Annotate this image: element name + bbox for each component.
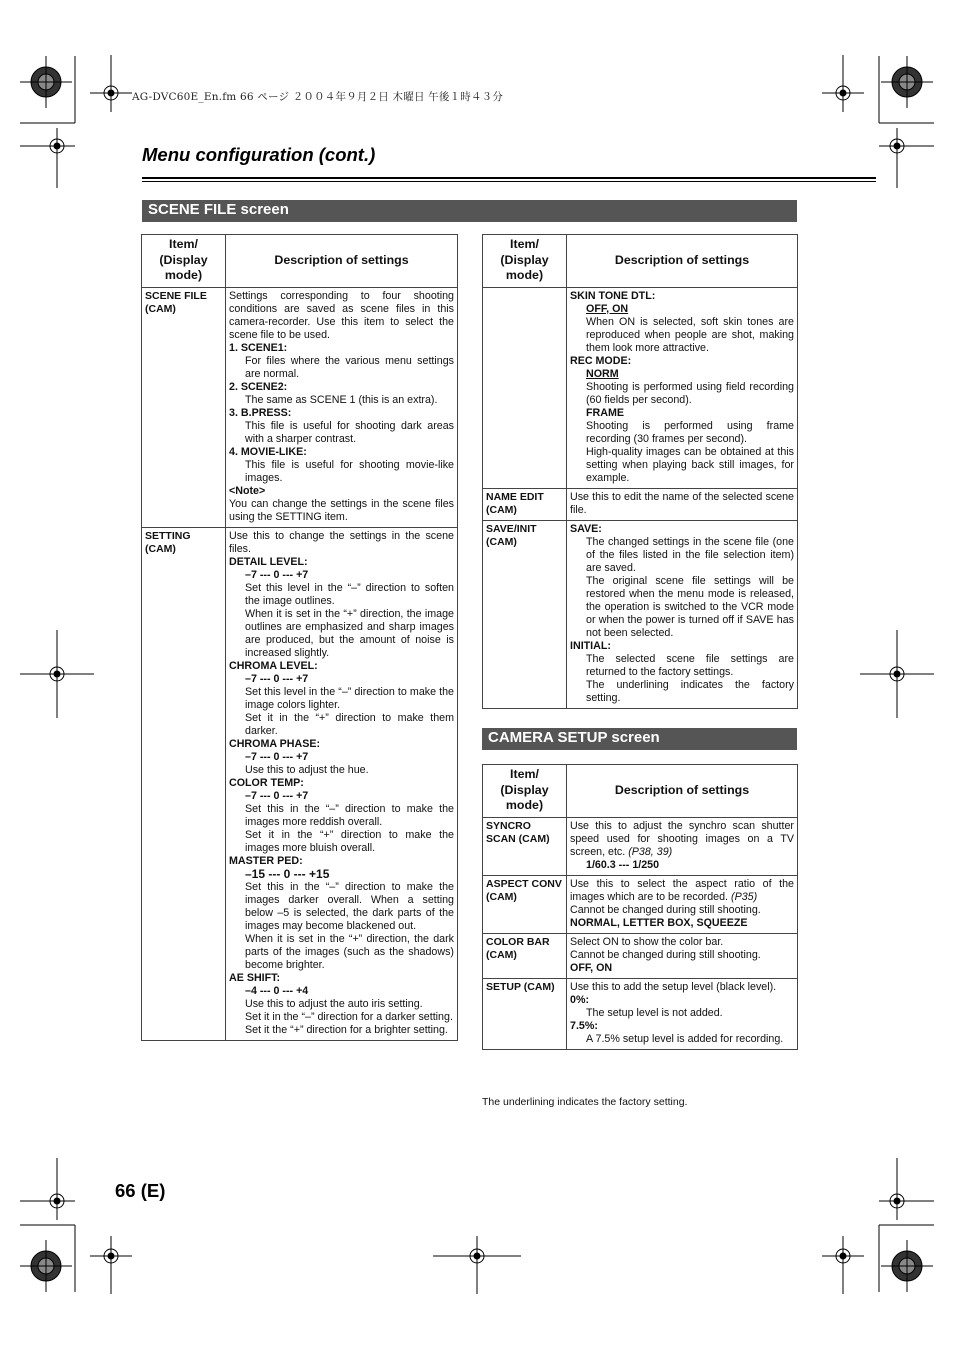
setting-description: Set this in the “–” direction to make the images darker overall. When a setting below –5 is selected, the dark parts of the images may become blackened out. [245, 880, 454, 932]
description-text: Select ON to show the color bar. [570, 935, 724, 948]
table-row [483, 488, 798, 520]
description-text: Use this to change the settings in the scene files. [229, 529, 454, 555]
setting-label: CHROMA PHASE: [229, 737, 321, 750]
setting-label: DETAIL LEVEL: [229, 555, 308, 568]
note-label: <Note> [229, 484, 266, 497]
table-row [483, 520, 798, 708]
setting-option: 7.5%: [570, 1019, 598, 1032]
setting-description: High-quality images can be obtained at this setting when playing back still images, for example. [586, 445, 794, 484]
item-setup: SETUP (CAM) [483, 978, 567, 1049]
item-empty [483, 287, 567, 488]
item-save-init: SAVE/INIT (CAM) [483, 520, 567, 708]
setting-range: –4 --- 0 --- +4 [245, 984, 309, 997]
table-row [483, 287, 798, 488]
setting-options: OFF, ON [570, 961, 613, 974]
registration-sunburst-icon [20, 56, 72, 108]
setting-description: The original scene file settings will be restored when the menu mode is released, the operation is switched to the VCR mode or when the power is turned off if SAVE has not been selected. [586, 574, 794, 639]
setting-description: Set it in the “–” direction for a darker setting. [245, 1010, 453, 1023]
crosshair-icon [879, 128, 934, 188]
setting-description: Set this level in the “–” direction to soften the image outlines. [245, 581, 454, 607]
setting-option [570, 368, 794, 381]
setting-range: –7 --- 0 --- +7 [245, 672, 309, 685]
setting-description: The selected scene file settings are returned to the factory settings. [586, 652, 794, 678]
setting-description: When it is set in the “+” direction, the image outlines are emphasized and sharp images are produced, but the amount of noise is increased slightly. [245, 607, 454, 659]
option-label: 2. SCENE2: [229, 380, 288, 393]
setting-option: 0%: [570, 993, 590, 1006]
description-text: Use this to adjust the synchro scan shutter speed used for shooting images on a TV screen, etc. [570, 819, 794, 858]
setting-label: SKIN TONE DTL: [570, 289, 656, 302]
description-cell [567, 287, 798, 488]
description-cell [567, 817, 798, 875]
setting-label: SAVE: [570, 522, 602, 535]
description-text: Cannot be changed during still shooting. [570, 903, 761, 916]
default-option: NORM [586, 367, 619, 380]
description-cell [567, 520, 798, 708]
table-row [142, 527, 458, 1040]
setting-options [570, 303, 794, 316]
setting-label: REC MODE: [570, 354, 632, 367]
setting-description: Set this in the “–” direction to make the images more reddish overall. [245, 802, 454, 828]
scene-file-table [141, 234, 458, 1041]
description-cell [226, 287, 458, 527]
setting-label: MASTER PED: [229, 854, 303, 867]
option-label: 3. B.PRESS: [229, 406, 292, 419]
option-description: This file is useful for shooting movie-like images. [245, 458, 454, 484]
crosshair-icon [20, 630, 94, 718]
setting-description: Use this to adjust the hue. [245, 763, 369, 776]
setting-range: –15 --- 0 --- +15 [245, 866, 330, 881]
table-row [483, 978, 798, 1049]
option-label: 1. SCENE1: [229, 341, 288, 354]
description-text: Settings corresponding to four shooting conditions are saved as scene files in this camera-recorder. Use this item to select the scene file to be used. [229, 289, 454, 341]
camera-setup-table [482, 764, 798, 1050]
col-header-item: Item/ (Display mode) [483, 235, 567, 288]
item-syncro-scan: SYNCRO SCAN (CAM) [483, 817, 567, 875]
option-description: For files where the various menu settings are normal. [245, 354, 454, 380]
registration-sunburst-icon [881, 1240, 933, 1292]
table-row [142, 287, 458, 527]
title-rule [142, 181, 876, 182]
setting-description: A 7.5% setup level is added for recording. [586, 1032, 784, 1045]
setting-range: –7 --- 0 --- +7 [245, 750, 309, 763]
note-text: You can change the settings in the scene files using the SETTING item. [229, 497, 454, 523]
scene-file-table-continued [482, 234, 798, 709]
setting-description: The setup level is not added. [586, 1006, 723, 1019]
item-name-edit: NAME EDIT (CAM) [483, 488, 567, 520]
page-reference: (P35) [731, 890, 758, 903]
crosshair-icon [822, 1236, 864, 1294]
crosshair-icon [90, 55, 132, 112]
description-cell [567, 933, 798, 978]
setting-description: Set it in the “+” direction to make the images more bluish overall. [245, 828, 454, 854]
setting-range: –7 --- 0 --- +7 [245, 568, 309, 581]
page-number: 66 (E) [115, 1180, 166, 1201]
table-row [483, 933, 798, 978]
table-row [483, 875, 798, 933]
setting-description: When ON is selected, soft skin tones are reproduced when people are shot, making them look more attractive. [586, 315, 794, 354]
option-description: This file is useful for shooting dark areas with a sharper contrast. [245, 419, 454, 445]
setting-label: COLOR TEMP: [229, 776, 304, 789]
crosshair-icon [20, 128, 75, 188]
setting-description: The changed settings in the scene file (one of the files listed in the file selection item) are saved. [586, 535, 794, 574]
option-label: 4. MOVIE-LIKE: [229, 445, 307, 458]
setting-option: FRAME [586, 406, 624, 419]
description-cell [226, 527, 458, 1040]
setting-options: NORMAL, LETTER BOX, SQUEEZE [570, 916, 748, 929]
table-row [483, 817, 798, 875]
description-text: Use this to add the setup level (black level). [570, 980, 777, 993]
setting-description: Shooting is performed using frame recording (30 frames per second). [586, 419, 794, 445]
page-reference: (P38, 39) [628, 845, 673, 858]
footer-note: The underlining indicates the factory setting. [482, 1096, 688, 1108]
item-aspect-conv: ASPECT CONV (CAM) [483, 875, 567, 933]
setting-description: When it is set in the “+” direction, the dark parts of the images (such as the shadows) become brighter. [245, 932, 454, 971]
col-header-description: Description of settings [567, 235, 798, 288]
description-cell [567, 875, 798, 933]
option-description: The same as SCENE 1 (this is an extra). [245, 393, 438, 406]
default-option: OFF, ON [586, 302, 629, 315]
section-heading-camera-setup: CAMERA SETUP screen [482, 728, 797, 750]
setting-description: Use this to adjust the auto iris setting. [245, 997, 423, 1010]
setting-description: The underlining indicates the factory setting. [586, 678, 794, 704]
crosshair-icon [860, 630, 934, 718]
description-text: Use this to edit the name of the selected scene file. [567, 488, 798, 520]
setting-description: Set this level in the “–” direction to make the image colors lighter. [245, 685, 454, 711]
section-heading-scene-file: SCENE FILE screen [142, 200, 797, 222]
col-header-item: Item/ (Display mode) [483, 765, 567, 818]
setting-label: CHROMA LEVEL: [229, 659, 318, 672]
crosshair-icon [433, 1236, 521, 1294]
title-rule [142, 177, 876, 179]
setting-label: INITIAL: [570, 639, 611, 652]
description-cell [567, 978, 798, 1049]
col-header-description: Description of settings [226, 235, 458, 288]
file-header: AG-DVC60E_En.fm 66 ページ ２００４年９月２日 木曜日 午後１時４３分 [132, 91, 504, 103]
setting-range: –7 --- 0 --- +7 [245, 789, 309, 802]
col-header-description: Description of settings [567, 765, 798, 818]
setting-description: Shooting is performed using field recording (60 fields per second). [586, 380, 794, 406]
crosshair-icon [20, 1158, 75, 1220]
crosshair-icon [879, 1158, 934, 1220]
description-text: Use this to select the aspect ratio of the images which are to be recorded. [570, 877, 794, 903]
col-header-item: Item/ (Display mode) [142, 235, 226, 288]
page-title: Menu configuration (cont.) [142, 144, 376, 165]
item-setting: SETTING (CAM) [142, 527, 226, 1040]
item-scene-file: SCENE FILE (CAM) [142, 287, 226, 527]
setting-description: Set it the “+” direction for a brighter setting. [245, 1023, 448, 1036]
registration-sunburst-icon [881, 56, 933, 108]
setting-description: Set it in the “+” direction to make them darker. [245, 711, 454, 737]
crosshair-icon [90, 1236, 132, 1294]
item-color-bar: COLOR BAR (CAM) [483, 933, 567, 978]
setting-range: 1/60.3 --- 1/250 [586, 858, 660, 871]
setting-label: AE SHIFT: [229, 971, 281, 984]
crosshair-icon [822, 55, 864, 112]
description-text: Cannot be changed during still shooting. [570, 948, 761, 961]
registration-sunburst-icon [20, 1240, 72, 1292]
